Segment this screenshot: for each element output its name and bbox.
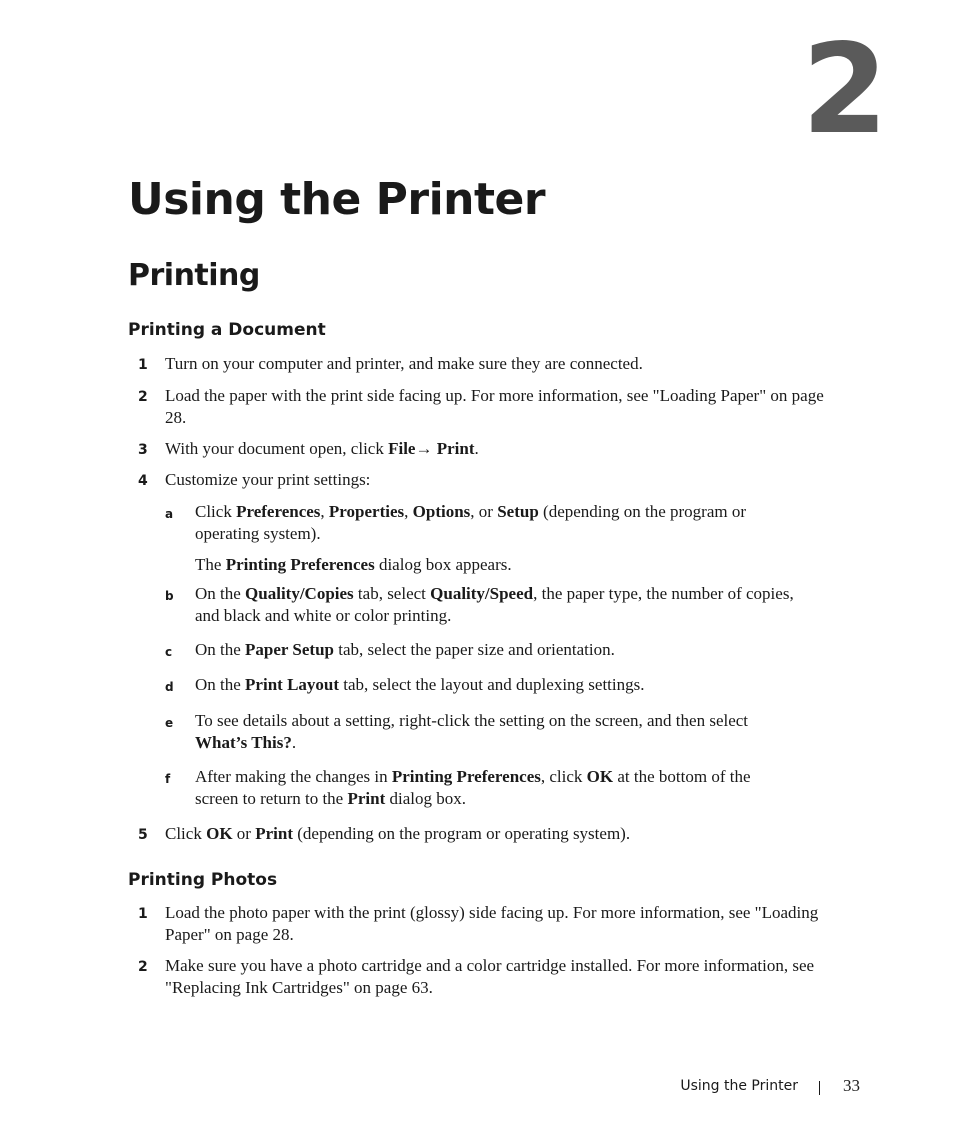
step-number: 1 xyxy=(138,357,148,373)
chapter-title: Using the Printer xyxy=(128,174,546,225)
footer-chapter-title: Using the Printer xyxy=(680,1078,798,1094)
step-number: 1 xyxy=(138,906,148,922)
step-number: 2 xyxy=(138,389,148,405)
substep-letter: f xyxy=(165,772,171,786)
subsection-title-printing-photos: Printing Photos xyxy=(128,870,278,890)
substep-text: On the Paper Setup tab, select the paper size and orientation. xyxy=(195,640,615,659)
substep-letter: c xyxy=(165,645,173,659)
step-text: Load the photo paper with the print (glossy) side facing up. For more information, see "Loading Paper" on page 28. xyxy=(165,903,819,944)
section-title: Printing xyxy=(128,258,260,293)
substep-letter: a xyxy=(165,507,174,521)
substep-letter: e xyxy=(165,716,174,730)
step-number: 4 xyxy=(138,473,148,489)
substep-text: To see details about a setting, right-click the setting on the screen, and then select What’s This?. xyxy=(195,711,749,752)
chapter-number: 2 xyxy=(801,18,888,162)
substep-text: On the Quality/Copies tab, select Quality/Speed, the paper type, the number of copies, and black and white or color printing. xyxy=(195,584,794,625)
step-number: 5 xyxy=(138,827,148,843)
step-text: Turn on your computer and printer, and make sure they are connected. xyxy=(165,354,643,373)
subsection-title-printing-document: Printing a Document xyxy=(128,320,326,340)
footer-divider xyxy=(819,1081,820,1095)
substep-letter: b xyxy=(165,589,174,603)
step-text: With your document open, click File→ Print. xyxy=(165,439,479,458)
page-footer xyxy=(620,1076,860,1098)
step-text: Load the paper with the print side facing up. For more information, see "Loading Paper" on page 28. xyxy=(165,386,824,427)
page-number: 33 xyxy=(843,1076,860,1095)
substep-a-note: The Printing Preferences dialog box appears. xyxy=(195,555,512,574)
step-number: 2 xyxy=(138,959,148,975)
step-text: Make sure you have a photo cartridge and a color cartridge installed. For more information, see "Replacing Ink Cartridges" on page 63. xyxy=(165,956,815,997)
step-number: 3 xyxy=(138,442,148,458)
arrow-icon: → xyxy=(415,439,437,458)
substep-text: Click Preferences, Properties, Options, or Setup (depending on the program or operating system). xyxy=(195,502,747,543)
step-text: Click OK or Print (depending on the program or operating system). xyxy=(165,824,631,843)
substep-letter: d xyxy=(165,680,174,694)
menu-print: Print xyxy=(436,439,475,458)
menu-file: File xyxy=(388,439,416,458)
substep-text: After making the changes in Printing Preferences, click OK at the bottom of the screen to return to the Print dialog box. xyxy=(195,767,751,808)
substep-text: On the Print Layout tab, select the layout and duplexing settings. xyxy=(195,675,645,694)
step-text: Customize your print settings: xyxy=(165,470,371,489)
